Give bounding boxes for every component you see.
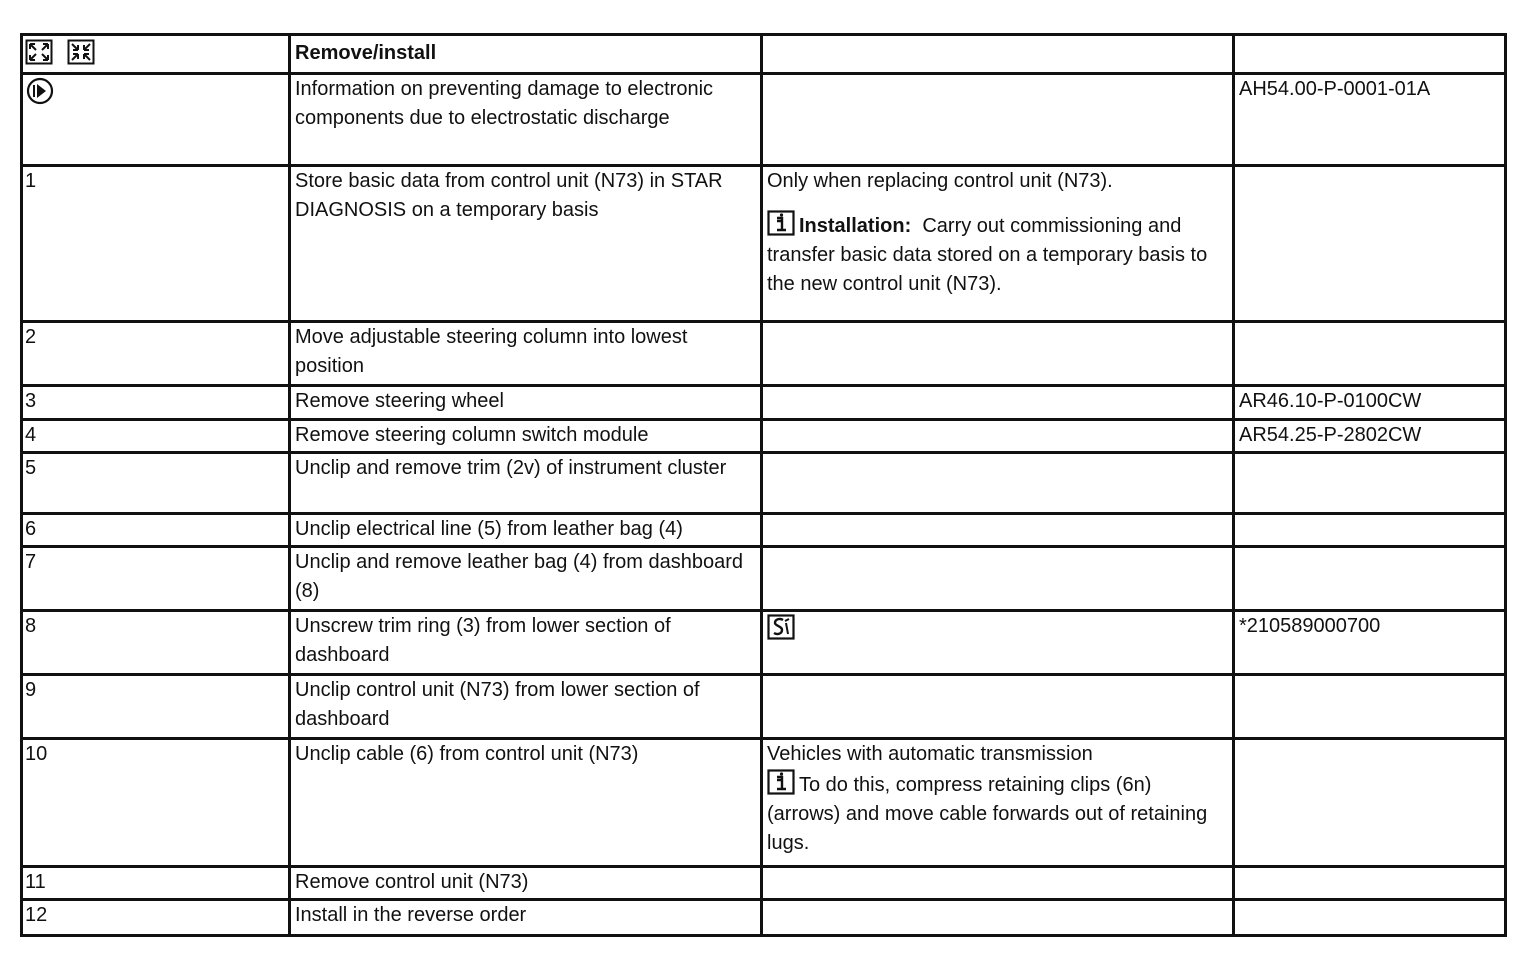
header-note-cell bbox=[762, 35, 1234, 74]
step-text: Unclip control unit (N73) from lower section of dashboard bbox=[290, 675, 762, 739]
step-text: Unclip and remove trim (2v) of instrument cluster bbox=[290, 453, 762, 514]
table-row bbox=[22, 547, 1506, 611]
step-text: Install in the reverse order bbox=[290, 900, 762, 936]
table-row bbox=[22, 322, 1506, 386]
step-ref bbox=[1234, 322, 1506, 386]
step-note bbox=[762, 420, 1234, 453]
step-ref bbox=[1234, 514, 1506, 547]
step-note bbox=[762, 547, 1234, 611]
table-row bbox=[22, 453, 1506, 514]
info-label: Installation: bbox=[799, 215, 912, 237]
header-title: Remove/install bbox=[290, 35, 762, 74]
procedure-table bbox=[20, 33, 1507, 937]
info-text: Carry out commissioning and transfer basic data stored on a temporary basis to the new control unit (N73). bbox=[767, 215, 1208, 295]
step-number: 9 bbox=[22, 675, 290, 739]
step-text: Move adjustable steering column into lowest position bbox=[290, 322, 762, 386]
step-note bbox=[762, 386, 1234, 420]
table-row bbox=[22, 611, 1506, 675]
step-ref bbox=[1234, 739, 1506, 867]
table-row bbox=[22, 675, 1506, 739]
step-number: 3 bbox=[22, 386, 290, 420]
step-number: 8 bbox=[22, 611, 290, 675]
step-text: Remove steering column switch module bbox=[290, 420, 762, 453]
step-note: Vehicles with automatic transmission bbox=[767, 743, 1093, 765]
table-row bbox=[22, 386, 1506, 420]
step-text: Remove steering wheel bbox=[290, 386, 762, 420]
step-note-cell bbox=[762, 739, 1234, 867]
step-cell bbox=[22, 74, 290, 166]
step-text: Store basic data from control unit (N73) in STAR DIAGNOSIS on a temporary basis bbox=[290, 166, 762, 322]
step-ref[interactable]: AH54.00-P-0001-01A bbox=[1234, 74, 1506, 166]
header-icons-cell bbox=[22, 35, 290, 74]
step-text: Unclip electrical line (5) from leather bag (4) bbox=[290, 514, 762, 547]
step-note bbox=[762, 322, 1234, 386]
step-ref bbox=[1234, 453, 1506, 514]
step-number: 11 bbox=[22, 867, 290, 900]
table-row bbox=[22, 514, 1506, 547]
step-ref bbox=[1234, 166, 1506, 322]
step-number: 4 bbox=[22, 420, 290, 453]
step-text: Unclip cable (6) from control unit (N73) bbox=[290, 739, 762, 867]
table-row bbox=[22, 74, 1506, 166]
step-text: Unclip and remove leather bag (4) from dashboard (8) bbox=[290, 547, 762, 611]
info-icon bbox=[767, 769, 795, 795]
step-ref bbox=[1234, 900, 1506, 936]
step-note bbox=[762, 867, 1234, 900]
step-note bbox=[762, 514, 1234, 547]
table-header-row bbox=[22, 35, 1506, 74]
step-note: Only when replacing control unit (N73). bbox=[767, 170, 1113, 192]
step-number: 5 bbox=[22, 453, 290, 514]
step-text: Unscrew trim ring (3) from lower section of dashboard bbox=[290, 611, 762, 675]
info-text: To do this, compress retaining clips (6n) (arrows) and move cable forwards out of retaining lugs. bbox=[767, 774, 1208, 854]
step-ref[interactable]: *210589000700 bbox=[1234, 611, 1506, 675]
step-number: 2 bbox=[22, 322, 290, 386]
header-ref-cell bbox=[1234, 35, 1506, 74]
table-row bbox=[22, 900, 1506, 936]
table-row bbox=[22, 420, 1506, 453]
step-ref bbox=[1234, 675, 1506, 739]
collapse-icon[interactable] bbox=[67, 39, 95, 65]
table-row bbox=[22, 739, 1506, 867]
step-note bbox=[762, 900, 1234, 936]
step-note-cell bbox=[762, 166, 1234, 322]
step-number: 12 bbox=[22, 900, 290, 936]
step-text: Information on preventing damage to electronic components due to electrostatic discharge bbox=[290, 74, 762, 166]
expand-icon[interactable] bbox=[25, 39, 53, 65]
step-text: Remove control unit (N73) bbox=[290, 867, 762, 900]
step-ref bbox=[1234, 867, 1506, 900]
step-number: 6 bbox=[22, 514, 290, 547]
step-number: 10 bbox=[22, 739, 290, 867]
step-number: 7 bbox=[22, 547, 290, 611]
info-icon bbox=[767, 210, 795, 236]
step-ref[interactable]: AR46.10-P-0100CW bbox=[1234, 386, 1506, 420]
step-note bbox=[762, 74, 1234, 166]
step-note bbox=[762, 453, 1234, 514]
esd-warning-icon bbox=[25, 77, 55, 105]
table-row bbox=[22, 867, 1506, 900]
special-tool-icon bbox=[767, 614, 795, 640]
step-ref bbox=[1234, 547, 1506, 611]
table-row bbox=[22, 166, 1506, 322]
step-note bbox=[762, 675, 1234, 739]
step-note-cell bbox=[762, 611, 1234, 675]
step-number: 1 bbox=[22, 166, 290, 322]
step-ref[interactable]: AR54.25-P-2802CW bbox=[1234, 420, 1506, 453]
